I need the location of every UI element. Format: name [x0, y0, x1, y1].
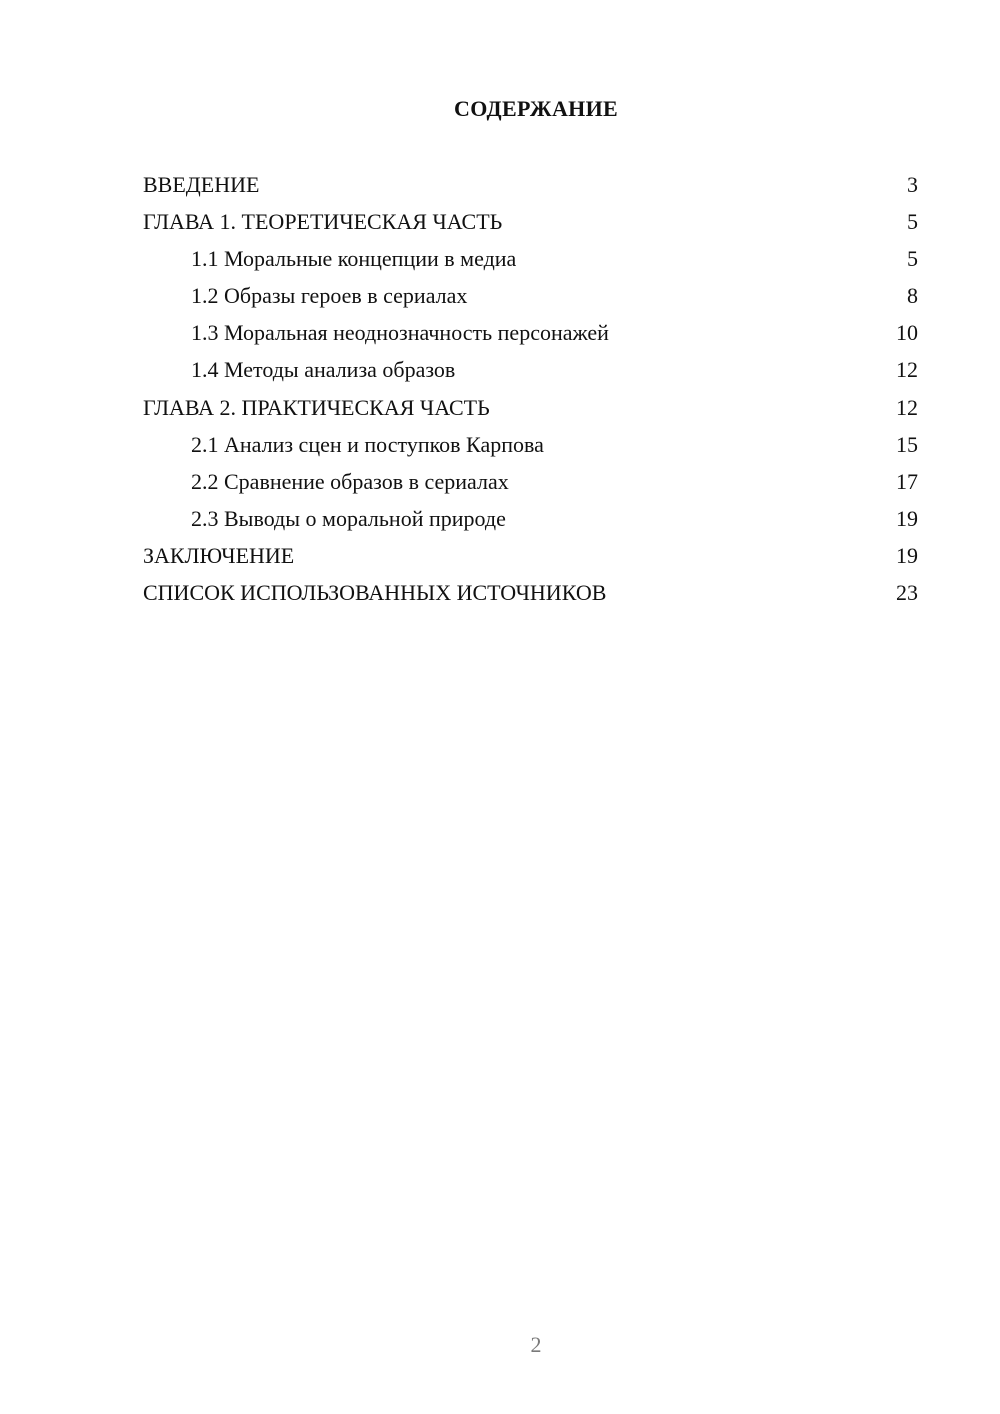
toc-entry-page: 5	[907, 246, 918, 272]
toc-entry-page: 10	[896, 320, 918, 346]
toc-entry-conclusion	[143, 537, 918, 574]
toc-entry-label: ВВЕДЕНИЕ	[143, 172, 260, 197]
toc-entry-section-1-1	[143, 240, 918, 277]
toc-entry-label: ГЛАВА 2. ПРАКТИЧЕСКАЯ ЧАСТЬ	[143, 394, 490, 420]
toc-entry-label: СПИСОК ИСПОЛЬЗОВАННЫХ ИСТОЧНИКОВ	[143, 580, 607, 606]
toc-entry-references	[143, 574, 918, 611]
toc-entry-label: 1.3 Моральная неоднозначность персонажей	[191, 320, 609, 346]
toc-entry-label: ЗАКЛЮЧЕНИЕ	[143, 542, 295, 568]
toc-entry-label: ГЛАВА 1. ТЕОРЕТИЧЕСКАЯ ЧАСТЬ	[143, 209, 503, 235]
toc-entry-section-1-3	[143, 314, 918, 351]
toc-entry-page: 8	[907, 283, 918, 309]
toc-entry-page: 3	[907, 172, 918, 197]
toc-entry-label: 2.1 Анализ сцен и поступков Карпова	[191, 431, 544, 457]
toc-entry-section-1-4	[143, 351, 918, 388]
toc-entry-page: 12	[896, 357, 918, 383]
toc-entry-page: 15	[896, 431, 918, 457]
toc-entry-page: 19	[896, 542, 918, 568]
toc-title: СОДЕРЖАНИЕ	[454, 96, 618, 121]
toc-entry-label: 2.3 Выводы о моральной природе	[191, 505, 506, 531]
toc-entry-label: 1.2 Образы героев в сериалах	[191, 283, 468, 309]
toc-entry-page: 5	[907, 209, 918, 235]
toc-entry-section-2-1	[143, 426, 918, 463]
toc-entry-label: 2.2 Сравнение образов в сериалах	[191, 468, 509, 494]
page-number: 2	[530, 1332, 542, 1357]
toc-entry-page: 12	[896, 394, 918, 420]
toc-entry-introduction	[143, 166, 918, 203]
toc-entry-label: 1.4 Методы анализа образов	[191, 357, 456, 383]
toc-entry-chapter-1	[143, 203, 918, 240]
toc-entry-section-2-2	[143, 463, 918, 500]
toc-entry-chapter-2	[143, 389, 918, 426]
toc-entry-page: 19	[896, 505, 918, 531]
table-of-contents	[143, 166, 918, 611]
toc-entry-section-2-3	[143, 500, 918, 537]
toc-entry-label: 1.1 Моральные концепции в медиа	[191, 246, 517, 272]
toc-entry-page: 17	[896, 468, 918, 494]
toc-entry-section-1-2	[143, 277, 918, 314]
toc-entry-page: 23	[896, 580, 918, 606]
